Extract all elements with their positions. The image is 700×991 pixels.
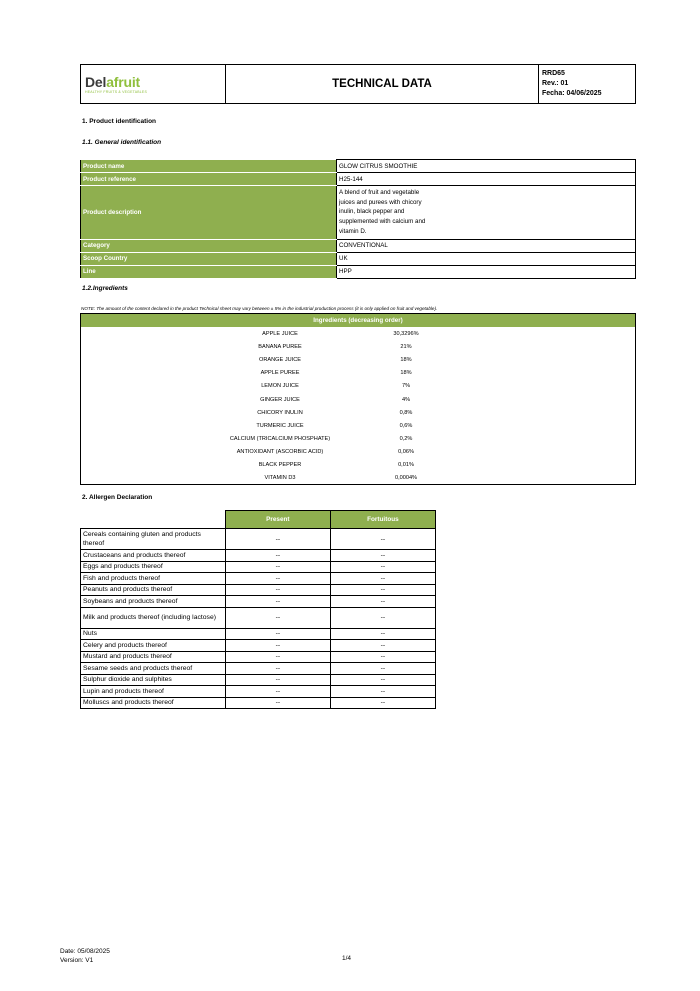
ingredient-percentage: 7% (401, 383, 411, 390)
allergen-fortuitous: -- (330, 697, 435, 709)
ingredient-percentage: 21% (400, 344, 412, 351)
ingredient-name: APPLE PUREE (260, 370, 300, 377)
document-title: TECHNICAL DATA (226, 65, 539, 103)
allergen-row (81, 529, 436, 550)
allergen-name: Sesame seeds and products thereof (81, 663, 226, 675)
general-value: GLOW CITRUS SMOOTHIE (337, 160, 636, 173)
general-row (81, 186, 636, 240)
allergen-name: Nuts (81, 628, 226, 640)
ingredient-name: CHICORY INULIN (257, 409, 303, 416)
allergen-present: -- (225, 640, 330, 652)
allergen-row (81, 674, 436, 686)
allergen-present: -- (225, 686, 330, 698)
general-key: Scoop Country (81, 252, 337, 265)
footer-version: Version: V1 (60, 957, 94, 964)
allergen-row (81, 561, 436, 573)
general-value: UK (337, 252, 636, 265)
allergen-row (81, 651, 436, 663)
ingredient-percentage: 4% (401, 396, 411, 403)
allergen-name: Crustaceans and products thereof (81, 550, 226, 562)
document-code: RRD65 (542, 70, 565, 77)
allergen-row (81, 550, 436, 562)
ingredient-name: CALCIUM (TRICALCIUM PHOSPHATE) (229, 435, 331, 442)
ingredient-percentage: 0,8% (399, 409, 413, 416)
allergen-name: Molluscs and products thereof (81, 697, 226, 709)
allergen-row (81, 573, 436, 585)
general-value: CONVENTIONAL (337, 239, 636, 252)
allergen-present: -- (225, 596, 330, 608)
allergen-fortuitous: -- (330, 607, 435, 628)
ingredient-name: GINGER JUICE (260, 396, 300, 403)
ingredient-name: BLACK PEPPER (258, 462, 302, 468)
description-line: juices and purees with chicory (339, 198, 422, 206)
allergen-present: -- (225, 584, 330, 596)
general-row (81, 239, 636, 252)
allergen-name: Milk and products thereof (including lactose) (81, 607, 226, 628)
allergen-name: Celery and products thereof (81, 640, 226, 652)
ingredient-name: BANANA PUREE (258, 344, 302, 351)
general-value: H25-144 (337, 173, 636, 186)
ingredients-header: Ingredients (decreasing order) (81, 314, 635, 327)
allergen-name: Cereals containing gluten and products thereof (81, 529, 226, 550)
allergen-fortuitous: -- (330, 651, 435, 663)
general-key: Line (81, 265, 337, 278)
document-header (80, 64, 636, 104)
ingredient-name: APPLE JUICE (262, 331, 298, 337)
allergen-present: -- (225, 607, 330, 628)
allergen-name: Mustard and products thereof (81, 651, 226, 663)
ingredient-percentage: 0,01% (398, 462, 414, 468)
allergen-present: -- (225, 674, 330, 686)
logo-text: Delafruit (85, 73, 140, 90)
allergen-fortuitous: -- (330, 674, 435, 686)
allergen-name: Fish and products thereof (81, 573, 226, 585)
section-general-identification: 1.1. General identification (82, 139, 162, 146)
description-line: A blend of fruit and vegetable (339, 189, 420, 196)
general-row (81, 160, 636, 173)
allergen-name: Peanuts and products thereof (81, 584, 226, 596)
allergen-present: -- (225, 573, 330, 585)
general-key: Product reference (81, 173, 337, 186)
ingredient-percentage: 18% (400, 370, 412, 377)
section-allergen-declaration: 2. Allergen Declaration (82, 494, 153, 501)
ingredient-name: VITAMIN D3 (264, 475, 296, 482)
ingredient-name: ANTIOXIDANT (ASCORBIC ACID) (236, 448, 324, 455)
allergen-fortuitous: -- (330, 573, 435, 585)
general-row (81, 173, 636, 186)
allergen-fortuitous: -- (330, 663, 435, 675)
general-key: Product name (81, 160, 337, 173)
general-row (81, 252, 636, 265)
ingredient-name: LEMON JUICE (261, 383, 299, 390)
description-line: inulin, black pepper and (339, 208, 405, 216)
logo-cell (81, 65, 226, 103)
allergen-present: -- (225, 663, 330, 675)
allergen-row (81, 628, 436, 640)
allergen-present: -- (225, 628, 330, 640)
page-number: 1/4 (342, 955, 352, 962)
allergen-row (81, 697, 436, 709)
allergen-row (81, 607, 436, 628)
general-key: Category (81, 239, 337, 252)
section-product-identification: 1. Product identification (82, 118, 157, 125)
ingredient-name: TURMERIC JUICE (256, 422, 304, 429)
allergen-name: Sulphur dioxide and sulphites (81, 674, 226, 686)
allergen-fortuitous: -- (330, 596, 435, 608)
section-ingredients: 1.2.Ingredients (82, 285, 128, 292)
general-value: HPP (337, 265, 636, 278)
allergen-fortuitous: -- (330, 628, 435, 640)
document-meta (539, 65, 635, 103)
document-date: Fecha: 04/06/2025 (542, 90, 602, 97)
general-row (81, 265, 636, 278)
allergen-fortuitous: -- (330, 550, 435, 562)
ingredient-percentage: 30,3296% (393, 331, 419, 337)
allergen-present: -- (225, 529, 330, 550)
allergen-row (81, 640, 436, 652)
ingredient-percentage: 18% (400, 357, 412, 364)
ingredient-percentage: 0,0004% (394, 475, 418, 482)
footer (60, 947, 110, 965)
allergen-header-fortuitous: Fortuitous (330, 511, 435, 529)
allergen-fortuitous: -- (330, 686, 435, 698)
allergen-row (81, 596, 436, 608)
allergen-fortuitous: -- (330, 640, 435, 652)
description-line: supplemented with calcium and (339, 218, 426, 226)
allergen-row (81, 584, 436, 596)
ingredient-percentage: 0,2% (399, 435, 413, 442)
allergen-name: Soybeans and products thereof (81, 596, 226, 608)
allergen-present: -- (225, 697, 330, 709)
allergen-row (81, 686, 436, 698)
general-value (337, 186, 636, 240)
ingredients-table (80, 313, 636, 485)
document-revision: Rev.: 01 (542, 80, 569, 87)
ingredients-note: NOTE: The amount of the content declared in the product Technical sheet may vary between ± 5% in the industrial production process (it is only applied on fruit and vegetable). (81, 306, 438, 311)
allergen-table (80, 510, 436, 709)
footer-date: Date: 05/08/2025 (60, 948, 110, 955)
allergen-header-blank (81, 511, 226, 529)
ingredient-name: ORANGE JUICE (259, 357, 301, 364)
allergen-present: -- (225, 651, 330, 663)
description-line: vitamin D. (339, 227, 367, 235)
allergen-fortuitous: -- (330, 529, 435, 550)
logo-tagline: HEALTHY FRUITS & VEGETABLES (85, 89, 147, 94)
allergen-fortuitous: -- (330, 561, 435, 573)
company-logo (85, 75, 147, 94)
ingredient-percentage: 0,6% (399, 422, 413, 429)
allergen-row (81, 663, 436, 675)
allergen-name: Lupin and products thereof (81, 686, 226, 698)
allergen-present: -- (225, 561, 330, 573)
allergen-name: Eggs and products thereof (81, 561, 226, 573)
allergen-fortuitous: -- (330, 584, 435, 596)
general-identification-table (80, 159, 636, 279)
ingredient-percentage: 0,06% (398, 448, 414, 455)
allergen-present: -- (225, 550, 330, 562)
general-key: Product description (81, 186, 337, 240)
allergen-header-present: Present (225, 511, 330, 529)
